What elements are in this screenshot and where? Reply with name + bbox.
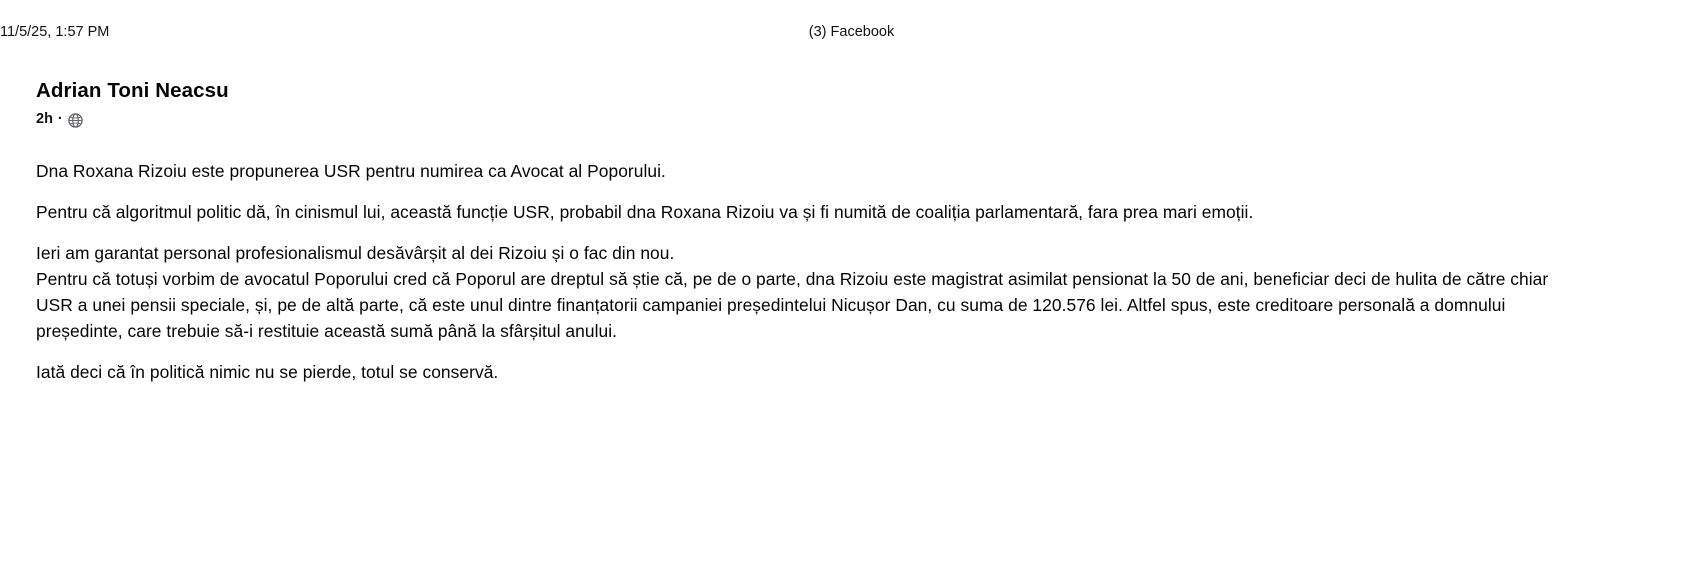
post-paragraph: Ieri am garantat personal profesionalismul desăvârșit al dei Rizoiu și o fac din nou. bbox=[36, 243, 675, 263]
post-body bbox=[36, 158, 1566, 385]
meta-separator: · bbox=[57, 111, 63, 127]
post-timestamp[interactable]: 2h bbox=[36, 111, 53, 127]
facebook-post bbox=[36, 78, 1566, 385]
print-title: (3) Facebook bbox=[808, 24, 895, 40]
post-author-name[interactable]: Adrian Toni Neacsu bbox=[36, 79, 229, 102]
post-paragraph: Dna Roxana Rizoiu este propunerea USR pentru numirea ca Avocat al Poporului. bbox=[36, 161, 666, 181]
post-paragraph: Pentru că totuși vorbim de avocatul Poporului cred că Poporul are dreptul să știe că, pe de o parte, dna Rizoiu este magistrat asimilat pensionat la 50 de ani, beneficiar deci de hulita de către chiar USR a unei pensii speciale, și, pe de altă parte, că este unul dintre finanțatorii campaniei președintelui Nicușor Dan, cu suma de 120.576 lei. Altfel spus, este creditoare personală a domnului președinte, care trebuie să-i restituie această sumă până la sfârșitul anului. bbox=[36, 269, 1549, 341]
post-paragraph: Iată deci că în politică nimic nu se pierde, totul se conservă. bbox=[36, 362, 499, 382]
print-header bbox=[0, 22, 1703, 42]
print-date: 11/5/25, 1:57 PM bbox=[0, 24, 110, 40]
globe-icon[interactable] bbox=[68, 113, 83, 128]
post-paragraph: Pentru că algoritmul politic dă, în cinismul lui, această funcție USR, probabil dna Roxana Rizoiu va și fi numită de coaliția parlamentară, fara prea mari emoții. bbox=[36, 202, 1254, 222]
post-meta bbox=[36, 110, 1566, 128]
